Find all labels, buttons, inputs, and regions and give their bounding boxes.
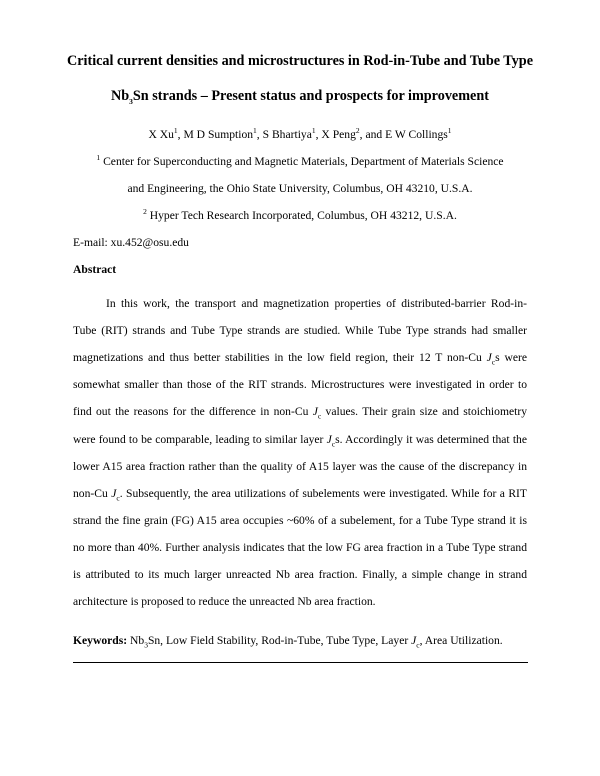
abstract-line: lower A15 area fraction rather than the quality of A15 layer was the cause of the discrepancy in — [73, 459, 527, 473]
title-rest: Sn strands – Present status and prospects for improvement — [132, 88, 489, 104]
author-affiliation-mark: 1 — [311, 126, 316, 136]
paper-title-line-1: Critical current densities and microstructures in Rod-in-Tube and Tube Type — [66, 53, 533, 69]
author-affiliation-mark: 1 — [447, 126, 452, 136]
abstract-line: Tube (RIT) strands and Tube Type strands are studied. While Tube Type strands had smaller — [73, 324, 527, 338]
jc-symbol: J — [326, 432, 332, 446]
keywords-part: Nb — [127, 634, 145, 647]
corresponding-email[interactable]: E-mail: xu.452@osu.edu — [73, 236, 189, 249]
jc-subscript: c — [116, 493, 120, 502]
author-separator: , — [256, 128, 263, 141]
affiliation-1-text: Center for Superconducting and Magnetic Materials, Department of Materials Science — [100, 155, 504, 168]
author-list — [40, 128, 560, 142]
author-name: X Xu — [148, 128, 174, 141]
abstract-line: magnetizations and thus better stabilities in the low field region, their 12 T non-Cu $J_cs$ were — [73, 351, 527, 367]
author-name: E W Collings — [385, 128, 448, 141]
keywords-subscript: c — [416, 640, 420, 650]
title-subscript: 3 — [129, 96, 133, 106]
jc-symbol: J — [312, 405, 318, 419]
affiliation-2-text: Hyper Tech Research Incorporated, Columbus, OH 43212, U.S.A. — [146, 209, 457, 222]
jc-symbol: J — [111, 486, 117, 500]
affiliation-2 — [40, 209, 560, 223]
abstract-line: find out the reasons for the difference in non-Cu $J_c$ values. Their grain size and stoichiometry — [73, 405, 527, 421]
abstract-line: architecture is proposed to reduce the unreacted Nb area fraction. — [73, 595, 376, 609]
affiliation-2-mark: 2 — [143, 207, 147, 217]
abstract-line: no more than 40%. Further analysis indicates that the low FG area fraction in a Tube Type strand — [73, 540, 527, 554]
abstract-line: somewhat smaller than those of the RIT strands. Microstructures were investigated in order to — [73, 378, 527, 392]
keywords-symbol: J — [411, 634, 417, 647]
keywords-line — [73, 634, 503, 648]
author-name: S Bhartiya — [262, 128, 312, 141]
author-name: X Peng — [321, 128, 356, 141]
jc-subscript: c — [317, 411, 322, 421]
section-divider — [73, 662, 528, 663]
abstract-line: In this work, the transport and magnetization properties of distributed-barrier Rod-in- — [106, 297, 527, 310]
jc-subscript: c — [331, 438, 336, 448]
abstract-line: were found to be comparable, leading to similar layer $J_cs$. Accordingly it was determined that the — [73, 432, 527, 448]
author-affiliation-mark: 2 — [355, 126, 360, 136]
jc-subscript: c — [491, 357, 496, 367]
paper-title-line-2 — [40, 87, 560, 105]
affiliation-1-mark: 1 — [96, 153, 101, 163]
author-separator: , — [177, 128, 184, 141]
jc-symbol: J — [486, 351, 492, 365]
author-name: M D Sumption — [183, 128, 254, 141]
abstract-line: strand the fine grain (FG) A15 area occupies ~60% of a subelement, for a Tube Type strand it is — [73, 513, 527, 527]
author-separator: , — [315, 128, 322, 141]
affiliation-1-line-2: and Engineering, the Ohio State University, Columbus, OH 43210, U.S.A. — [127, 182, 473, 195]
keywords-part: , Area Utilization. — [419, 634, 503, 647]
author-affiliation-mark: 1 — [253, 126, 257, 136]
abstract-line: is attributed to its much larger unreacted Nb area fraction. Finally, a simple change in strand — [73, 568, 527, 581]
affiliation-1-line-1 — [40, 155, 560, 169]
title-nb: Nb — [111, 88, 130, 104]
keywords-subscript: 3 — [144, 640, 148, 650]
keywords-label: Keywords: — [73, 634, 128, 647]
author-separator: , and — [359, 128, 386, 141]
abstract-heading: Abstract — [73, 263, 117, 276]
abstract-line: non-Cu $J_c$. Subsequently, the area utilizations of subelements were investigated. While for a RIT — [73, 486, 528, 502]
keywords-part: Sn, Low Field Stability, Rod-in-Tube, Tube Type, Layer — [147, 634, 412, 647]
author-affiliation-mark: 1 — [173, 126, 178, 136]
